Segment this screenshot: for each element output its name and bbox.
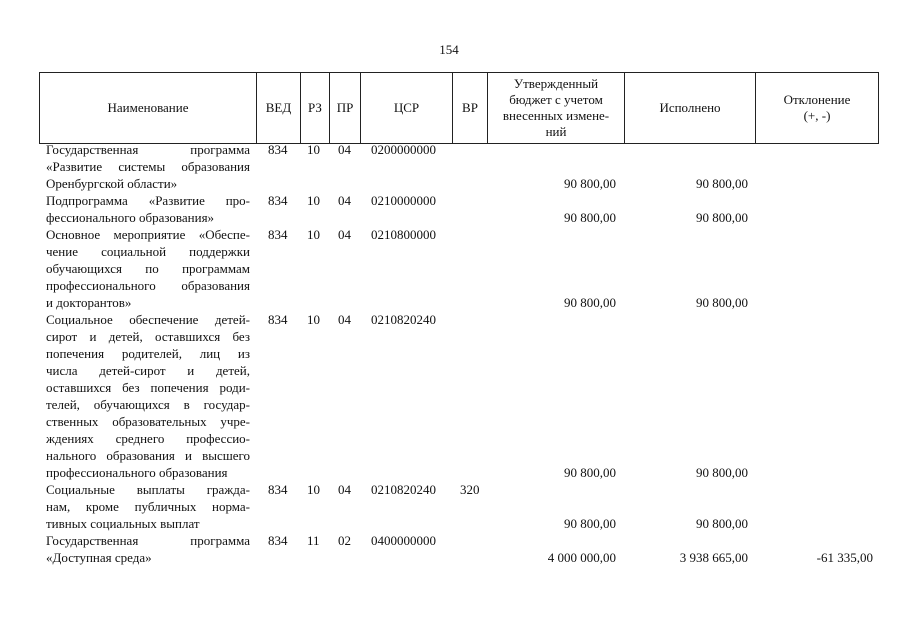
row-ved: 834 <box>268 533 288 548</box>
row-name-line: сирот и детей, оставшихся без <box>46 329 250 344</box>
row-ved: 834 <box>268 193 288 208</box>
row-pr: 02 <box>338 533 351 548</box>
row-name-line: ждениях среднего профессио- <box>46 431 250 446</box>
row-name-line: фессионального образования» <box>46 210 215 225</box>
header-csr: ЦСР <box>361 73 453 143</box>
row-executed: 90 800,00 <box>696 465 748 480</box>
header-rz: РЗ <box>301 73 330 143</box>
row-name-line: Социальное обеспечение детей- <box>46 312 250 327</box>
row-approved: 90 800,00 <box>564 516 616 531</box>
row-approved: 90 800,00 <box>564 465 616 480</box>
row-csr: 0210800000 <box>371 227 436 242</box>
row-rz: 10 <box>307 227 320 242</box>
header-approved-line: Утвержденный <box>513 76 599 91</box>
row-name-line: Социальные выплаты гражда- <box>46 482 250 497</box>
row-approved: 90 800,00 <box>564 210 616 225</box>
page-number: 154 <box>439 42 459 57</box>
header-name: Наименование <box>40 73 257 143</box>
row-name <box>46 311 250 481</box>
row-name-line: телей, обучающихся в государ- <box>46 397 250 412</box>
header-vr: ВР <box>453 73 488 143</box>
header-approved-line: ний <box>545 124 567 139</box>
header-deviation-line: Отклонение <box>783 92 851 107</box>
row-csr: 0210820240 <box>371 482 436 497</box>
row-rz: 10 <box>307 142 320 157</box>
header-executed: Исполнено <box>625 73 756 143</box>
row-name <box>46 192 250 226</box>
row-name-line: оставшихся без попечения роди- <box>46 380 250 395</box>
header-approved-line: внесенных измене- <box>502 108 610 123</box>
row-name-line: ственных образовательных учре- <box>46 414 250 429</box>
row-name-line: «Развитие системы образования <box>46 159 250 174</box>
row-ved: 834 <box>268 312 288 327</box>
header-pr: ПР <box>330 73 361 143</box>
row-name-line: Государственная программа <box>46 142 250 157</box>
row-ved: 834 <box>268 142 288 157</box>
row-csr: 0200000000 <box>371 142 436 157</box>
row-name-line: чение социальной поддержки <box>46 244 250 259</box>
row-ved: 834 <box>268 227 288 242</box>
row-name-line: профессионального образования <box>46 465 228 480</box>
row-name-line: нального образования и высшего <box>46 448 250 463</box>
row-rz: 11 <box>307 533 320 548</box>
row-name <box>46 141 250 192</box>
row-pr: 04 <box>338 482 351 497</box>
row-executed: 90 800,00 <box>696 210 748 225</box>
row-name <box>46 226 250 311</box>
row-pr: 04 <box>338 142 351 157</box>
row-csr: 0400000000 <box>371 533 436 548</box>
row-pr: 04 <box>338 193 351 208</box>
row-name-line: попечения родителей, лиц из <box>46 346 250 361</box>
row-name-line: тивных социальных выплат <box>46 516 200 531</box>
header-deviation-line: (+, -) <box>803 108 831 123</box>
row-approved: 90 800,00 <box>564 176 616 191</box>
row-name-line: профессионального образования <box>46 278 250 293</box>
row-pr: 04 <box>338 312 351 327</box>
row-name-line: Оренбургской области» <box>46 176 178 191</box>
row-approved: 90 800,00 <box>564 295 616 310</box>
row-name-line: Подпрограмма «Развитие про- <box>46 193 250 208</box>
row-name-line: нам, кроме публичных норма- <box>46 499 250 514</box>
row-approved: 4 000 000,00 <box>547 550 616 565</box>
row-csr: 0210000000 <box>371 193 436 208</box>
row-name-line: числа детей-сирот и детей, <box>46 363 250 378</box>
row-rz: 10 <box>307 312 320 327</box>
row-executed: 90 800,00 <box>696 176 748 191</box>
row-name <box>46 481 250 532</box>
row-executed: 3 938 665,00 <box>679 550 748 565</box>
header-approved-line: бюджет с учетом <box>509 92 603 107</box>
row-name-line: и докторантов» <box>46 295 132 310</box>
row-ved: 834 <box>268 482 288 497</box>
row-name <box>46 532 250 566</box>
row-rz: 10 <box>307 482 320 497</box>
row-executed: 90 800,00 <box>696 516 748 531</box>
row-csr: 0210820240 <box>371 312 436 327</box>
row-rz: 10 <box>307 193 320 208</box>
header-ved: ВЕД <box>257 73 301 143</box>
row-name-line: обучающихся по программам <box>46 261 250 276</box>
row-executed: 90 800,00 <box>696 295 748 310</box>
row-name-line: «Доступная среда» <box>46 550 152 565</box>
row-vr: 320 <box>460 482 480 497</box>
row-name-line: Основное мероприятие «Обеспе- <box>46 227 250 242</box>
row-name-line: Государственная программа <box>46 533 250 548</box>
row-deviation: -61 335,00 <box>816 550 873 565</box>
row-pr: 04 <box>338 227 351 242</box>
